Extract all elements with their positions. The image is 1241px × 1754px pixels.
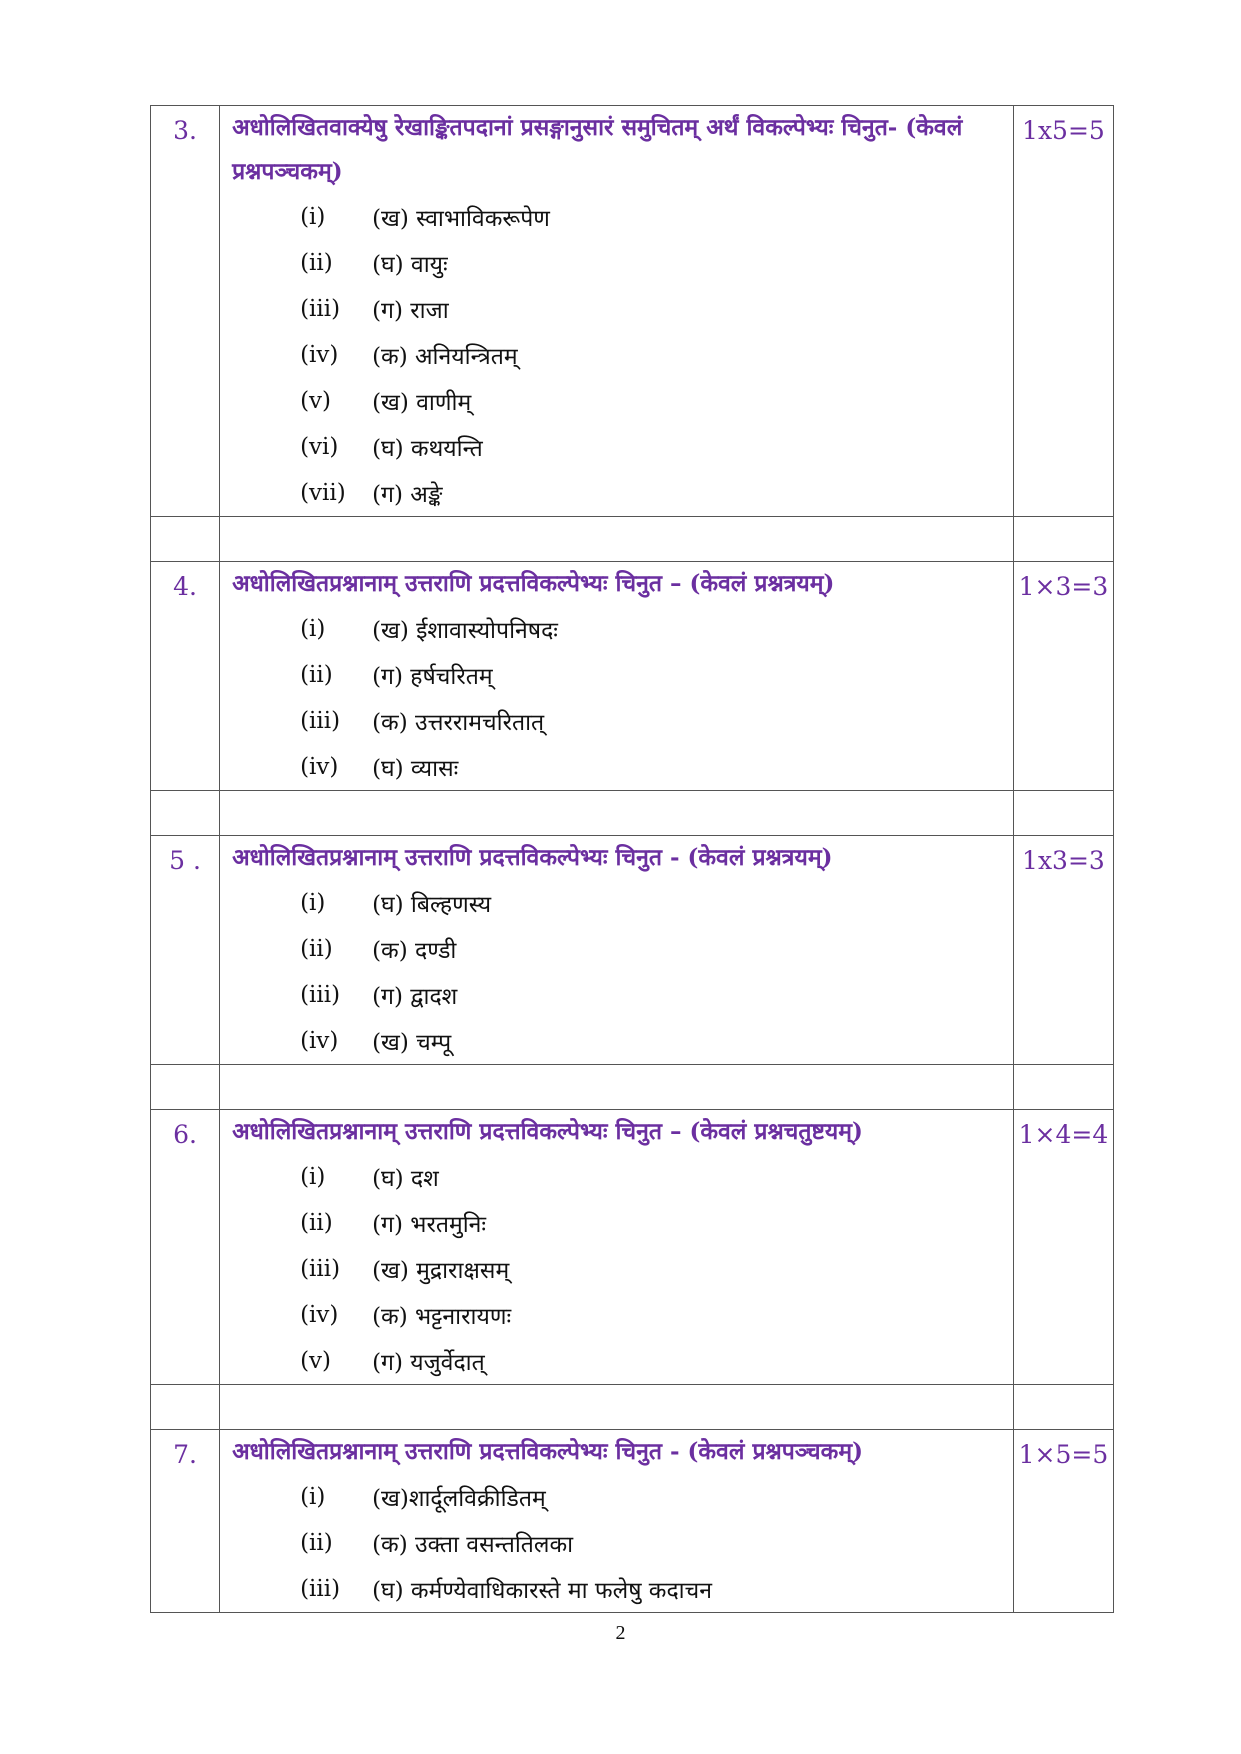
spacer-cell xyxy=(151,791,220,836)
answer-text: (क) उक्ता वसन्ततिलका xyxy=(372,1532,574,1558)
marks-allocation: 1x5=5 xyxy=(1013,106,1113,517)
answer-item xyxy=(220,1292,1013,1338)
question-body xyxy=(220,562,1014,791)
spacer-cell xyxy=(1013,517,1113,562)
answer-text: (ग) द्वादश xyxy=(372,984,458,1010)
marks-allocation: 1×4=4 xyxy=(1013,1110,1113,1385)
answer-item xyxy=(220,1474,1013,1520)
question-heading: अधोलिखितप्रश्नानाम् उत्तराणि प्रदत्तविकल्पेभ्यः चिनुत - (केवलं प्रश्नपञ्चकम्) xyxy=(232,1438,863,1465)
spacer-cell xyxy=(151,1385,220,1430)
answer-roman-numeral: (v) xyxy=(300,1348,332,1374)
answer-item xyxy=(220,286,1013,332)
answer-roman-numeral: (iv) xyxy=(300,754,339,780)
answer-text: (ग) राजा xyxy=(372,298,449,324)
answer-item xyxy=(220,744,1013,790)
question-row xyxy=(151,1110,1114,1385)
answer-item xyxy=(220,1338,1013,1384)
answer-item xyxy=(220,470,1013,516)
answer-text: (क) उत्तररामचरितात् xyxy=(372,710,545,736)
answer-roman-numeral: (ii) xyxy=(300,936,333,962)
answer-roman-numeral: (i) xyxy=(300,616,326,642)
answer-text: (घ) बिल्हणस्य xyxy=(372,892,492,918)
answer-text: (घ) वायुः xyxy=(372,252,448,278)
answer-roman-numeral: (iii) xyxy=(300,296,341,322)
answer-item xyxy=(220,926,1013,972)
answer-roman-numeral: (iii) xyxy=(300,708,341,734)
answer-item xyxy=(220,332,1013,378)
page-number: 2 xyxy=(615,1622,626,1644)
answer-text: (ख) चम्पू xyxy=(372,1030,452,1056)
spacer-cell xyxy=(1013,791,1113,836)
spacer-cell xyxy=(220,517,1014,562)
spacer-row xyxy=(151,791,1114,836)
question-heading: अधोलिखितवाक्येषु रेखाङ्कितपदानां प्रसङ्गानुसारं समुचितम् अर्थं विकल्पेभ्यः चिनुत- (केवलं प्रश्नपञ्चकम्) xyxy=(232,114,963,185)
answer-roman-numeral: (iv) xyxy=(300,1028,339,1054)
answer-roman-numeral: (iii) xyxy=(300,1576,341,1602)
answer-roman-numeral: (i) xyxy=(300,890,326,916)
spacer-cell xyxy=(151,1065,220,1110)
answer-roman-numeral: (iv) xyxy=(300,1302,339,1328)
answer-text: (ग) हर्षचरितम् xyxy=(372,664,493,690)
spacer-cell xyxy=(1013,1385,1113,1430)
answer-roman-numeral: (v) xyxy=(300,388,332,414)
spacer-row xyxy=(151,1385,1114,1430)
answer-text: (घ) कर्मण्येवाधिकारस्ते मा फलेषु कदाचन xyxy=(372,1578,712,1604)
answer-item xyxy=(220,424,1013,470)
answer-text: (ख) ईशावास्योपनिषदः xyxy=(372,618,558,644)
spacer-row xyxy=(151,517,1114,562)
answer-roman-numeral: (i) xyxy=(300,1164,326,1190)
answer-text: (ख) स्वाभाविकरूपेण xyxy=(372,206,550,232)
question-heading: अधोलिखितप्रश्नानाम् उत्तराणि प्रदत्तविकल्पेभ्यः चिनुत - (केवलं प्रश्नत्रयम्) xyxy=(232,844,833,871)
question-number: 3. xyxy=(151,106,220,517)
answer-item xyxy=(220,1520,1013,1566)
spacer-cell xyxy=(220,1385,1014,1430)
answer-item xyxy=(220,240,1013,286)
answer-roman-numeral: (vii) xyxy=(300,480,346,506)
answer-roman-numeral: (i) xyxy=(300,204,326,230)
marks-allocation: 1×5=5 xyxy=(1013,1430,1113,1613)
question-body xyxy=(220,1110,1014,1385)
answer-text: (ग) भरतमुनिः xyxy=(372,1212,487,1238)
answer-text: (क) दण्डी xyxy=(372,938,457,964)
answer-roman-numeral: (ii) xyxy=(300,662,333,688)
answer-item xyxy=(220,1246,1013,1292)
answer-roman-numeral: (ii) xyxy=(300,250,333,276)
answer-item xyxy=(220,652,1013,698)
answer-text: (ख) वाणीम् xyxy=(372,390,472,416)
answer-text: (ग) यजुर्वेदात् xyxy=(372,1350,485,1376)
answer-text: (घ) व्यासः xyxy=(372,756,459,782)
answer-roman-numeral: (iii) xyxy=(300,1256,341,1282)
answer-roman-numeral: (ii) xyxy=(300,1530,333,1556)
question-body xyxy=(220,836,1014,1065)
spacer-cell xyxy=(220,791,1014,836)
answer-text: (ग) अङ्के xyxy=(372,482,443,508)
question-number: 7. xyxy=(151,1430,220,1613)
answer-roman-numeral: (iv) xyxy=(300,342,339,368)
answer-text: (ख) मुद्राराक्षसम् xyxy=(372,1258,510,1284)
answer-item xyxy=(220,194,1013,240)
answer-text: (क) भट्टनारायणः xyxy=(372,1304,512,1330)
spacer-row xyxy=(151,1065,1114,1110)
question-body xyxy=(220,106,1014,517)
spacer-cell xyxy=(151,517,220,562)
question-row xyxy=(151,562,1114,791)
answer-text: (ख)शार्दूलविक्रीडितम् xyxy=(372,1486,546,1512)
question-row xyxy=(151,1430,1114,1613)
answer-text: (घ) कथयन्ति xyxy=(372,436,483,462)
answer-roman-numeral: (i) xyxy=(300,1484,326,1510)
spacer-cell xyxy=(1013,1065,1113,1110)
answer-key-table xyxy=(150,105,1114,1613)
answer-item xyxy=(220,880,1013,926)
question-row xyxy=(151,106,1114,517)
answer-text: (क) अनियन्त्रितम् xyxy=(372,344,518,370)
answer-item xyxy=(220,1200,1013,1246)
answer-roman-numeral: (vi) xyxy=(300,434,339,460)
question-row xyxy=(151,836,1114,1065)
question-number: 4. xyxy=(151,562,220,791)
answer-roman-numeral: (iii) xyxy=(300,982,341,1008)
question-heading: अधोलिखितप्रश्नानाम् उत्तराणि प्रदत्तविकल्पेभ्यः चिनुत – (केवलं प्रश्नत्रयम्) xyxy=(232,570,835,597)
answer-item xyxy=(220,698,1013,744)
answer-item xyxy=(220,972,1013,1018)
answer-item xyxy=(220,606,1013,652)
answer-item xyxy=(220,1154,1013,1200)
marks-allocation: 1×3=3 xyxy=(1013,562,1113,791)
answer-text: (घ) दश xyxy=(372,1166,439,1192)
question-heading: अधोलिखितप्रश्नानाम् उत्तराणि प्रदत्तविकल्पेभ्यः चिनुत – (केवलं प्रश्नचतुष्टयम्) xyxy=(232,1118,863,1145)
answer-roman-numeral: (ii) xyxy=(300,1210,333,1236)
answer-item xyxy=(220,1566,1013,1612)
answer-item xyxy=(220,378,1013,424)
marks-allocation: 1x3=3 xyxy=(1013,836,1113,1065)
spacer-cell xyxy=(220,1065,1014,1110)
question-number: 6. xyxy=(151,1110,220,1385)
question-body xyxy=(220,1430,1014,1613)
answer-item xyxy=(220,1018,1013,1064)
question-number: 5 . xyxy=(151,836,220,1065)
